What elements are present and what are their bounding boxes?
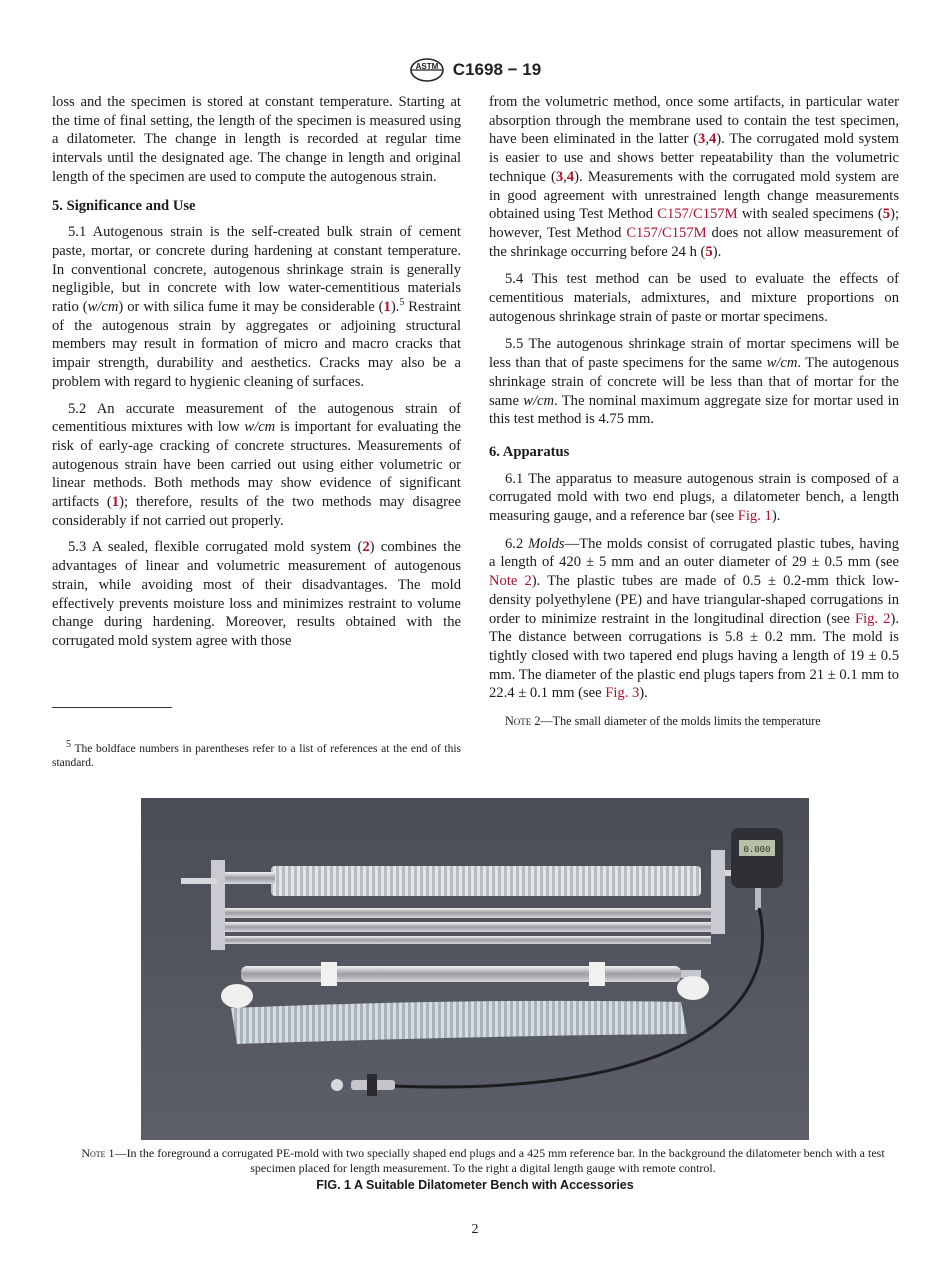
svg-text:ASTM: ASTM — [415, 62, 439, 71]
figure-1-title: FIG. 1 A Suitable Dilatometer Bench with Accessories — [316, 1178, 634, 1192]
note-2: Note 2—The small diameter of the molds limits the temperature — [505, 714, 821, 729]
page-header — [0, 56, 950, 84]
c157-standard-link[interactable]: C157/C157M — [657, 206, 738, 223]
footnote: $^5$ The boldface numbers in parentheses refer to a list of references at the end of this standard. — [52, 739, 461, 769]
paragraph-5-3: 5.3 A sealed, flexible corrugated mold system (2) combines the advantages of linear and volumetric measurement of autogenous strain, while avoiding most of their disadvantages. The mold effectively prevents moisture loss and minimizes restraint to volume change during hardening. Moreover, results obtained with the corrugated mold system agree with those — [52, 539, 462, 649]
paragraph-5-5: 5.5 The autogenous shrinkage strain of mortar specimens will be less than that of paste specimens for the same w/cm. The autogenous shrinkage strain of concrete will be less than that of mortar for the same w/cm. The nominal maximum aggregate size for mortar used in this test method is 4.75 mm. — [489, 336, 900, 428]
paragraph-5-1: 5.1 Autogenous strain is the self-created bulk strain of cement paste, mortar, or concrete during hardening at constant temperature. In conventional concrete, autogenous shrinkage strain is generally negligible, but in concrete with low water-cementitious materials ratio (w/cm) or with silica fume it may be considerable (1).$^5$ Restraint of the autogenous strain by aggregates or adjoining structural members may result in formation of micro and macro cracks that impair strength, durability and aesthetics. Cracks may also be a problem with regard to hygienic cleaning of surfaces. — [52, 224, 461, 390]
test-specimen-mold — [225, 866, 701, 896]
reference-link-4[interactable]: 4 — [708, 131, 717, 148]
page-number: 2 — [471, 1222, 479, 1237]
right-column — [489, 93, 899, 740]
reference-link-3[interactable]: 3 — [555, 168, 564, 185]
astm-logo-icon — [409, 58, 445, 82]
reference-link-3[interactable]: 3 — [698, 131, 706, 148]
note-2-link[interactable]: Note 2 — [489, 573, 532, 590]
reference-link-4[interactable]: 4 — [566, 168, 575, 185]
intro-paragraph: loss and the specimen is stored at constant temperature. Starting at the time of final setting, the length of the specimen is measured using a dilatometer. The change in length is recorded at regular time intervals until the designated age. The change in length and original length of the specimen are used to compute the autogenous strain. — [52, 94, 461, 185]
end-plug — [677, 976, 709, 1000]
section-6-heading: 6. Apparatus — [489, 443, 570, 460]
fig-3-link[interactable]: Fig. 3 — [605, 685, 640, 702]
figure-1-note: Note 1—In the foreground a corrugated PE-mold with two specially shaped end plugs and a 425 mm reference bar. In the background the dilatometer bench with a test specimen placed for length measurement. To the right a digital length gauge with remote control. — [81, 1146, 885, 1175]
reference-link-5[interactable]: 5 — [882, 206, 891, 223]
reference-link-1[interactable]: 1 — [383, 299, 391, 316]
paragraph-5-3-continued: from the volumetric method, once some artifacts, in particular water absorption through the membrane used to contain the test specimen, have been eliminated in the latter (3,4). The corrugated mold system is easier to use and shows better repeatability than the volumetric technique (3,4). Measurements with the corrugated mold system are in good agreement with unrestrained length change measurements obtained using Test Method C157/C157M with sealed specimens (5); however, Test Method C157/C157M does not allow measurement of the shrinkage occurring before 24 h (5). — [489, 94, 899, 260]
standard-designation: C1698 − 19 — [452, 60, 542, 79]
dilatometer-photo — [141, 798, 809, 1140]
reference-link-1[interactable]: 1 — [111, 494, 120, 511]
c157-standard-link[interactable]: C157/C157M — [626, 224, 707, 241]
paragraph-5-4: 5.4 This test method can be used to evaluate the effects of cementitious materials, admixtures, and mixture proportions on autogenous shrinkage strain of paste or mortar specimens. — [489, 271, 899, 325]
paragraph-6-2: 6.2 Molds—The molds consist of corrugated plastic tubes, having a length of 420 ± 5 mm and an outer diameter of 29 ± 0.5 mm (see Note 2). The plastic tubes are made of 0.5 ± 0.2-mm thick low-density polyethylene (PE) and have triangular-shaped corrugations in order to minimize restraint in the longitudinal direction (see Fig. 2). The distance between corrugations is 5.8 ± 0.2 mm. The mold is tightly closed with two tapered end plugs having a length of 19 ± 0.5 mm. The diameter of the plastic end plugs tapers from 21 ± 0.1 mm to 22.4 ± 0.1 mm (see Fig. 3). — [489, 535, 900, 702]
end-plug — [221, 984, 253, 1008]
fig-2-link[interactable]: Fig. 2 — [854, 610, 891, 627]
svg-text:0.000: 0.000 — [743, 845, 771, 855]
reference-link-5[interactable]: 5 — [705, 243, 713, 260]
left-column — [52, 93, 461, 659]
footnote-marker: 5 — [399, 297, 405, 309]
paragraph-5-2: 5.2 An accurate measurement of the autogenous strain of cementitious mixtures with low w/cm is important for evaluating the risk of early-age cracking of concrete structures. Measurements of autogenous strain have been carried out using either volumetric or linear methods. Both methods may show evidence of significant artifacts (1); therefore, results of the two methods may disagree considerably if not carried out properly. — [52, 400, 461, 529]
footnote-divider — [52, 707, 172, 708]
section-5-heading: 5. Significance and Use — [52, 197, 196, 214]
paragraph-6-1: 6.1 The apparatus to measure autogenous strain is composed of a corrugated mold with two end plugs, a dilatometer bench, a length measuring gauge, and a reference bar (see Fig. 1). — [489, 470, 899, 525]
fig-1-link[interactable]: Fig. 1 — [737, 508, 772, 525]
reference-link-2[interactable]: 2 — [362, 539, 370, 556]
